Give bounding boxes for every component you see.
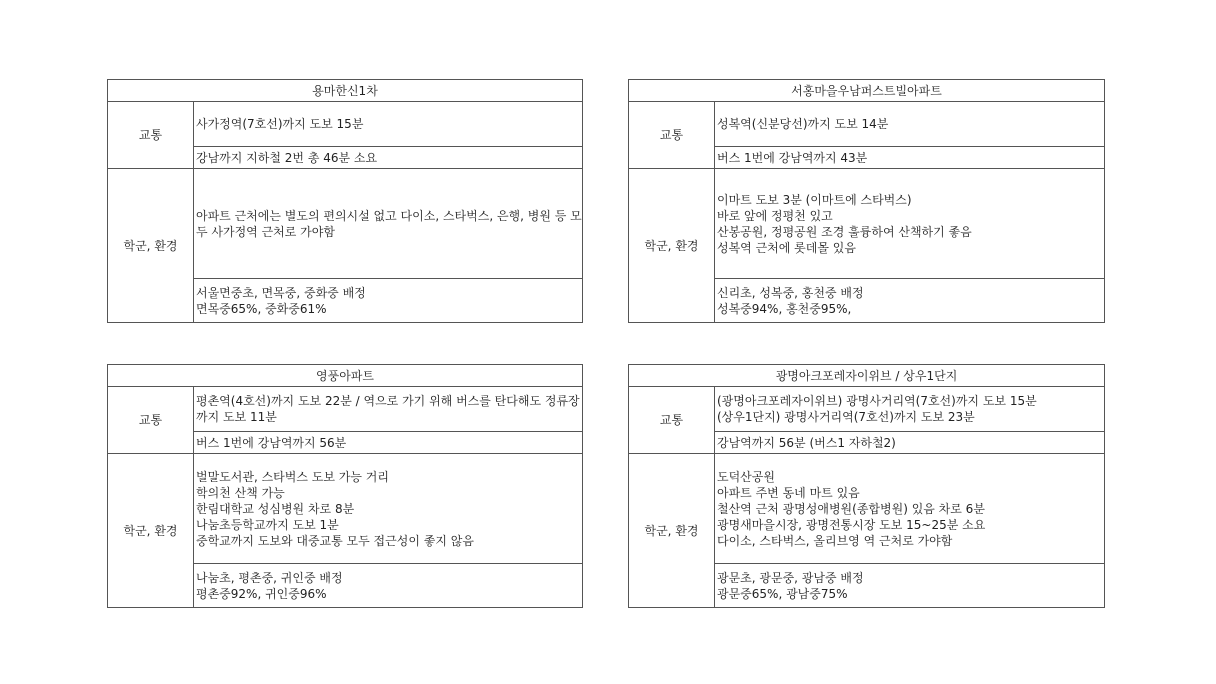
schools-line: 광문중65%, 광남중75% (717, 586, 848, 601)
transport-cell (194, 102, 583, 147)
transport-cell (194, 147, 583, 169)
transport-line: 사가정역(7호선)까지 도보 15분 (196, 117, 364, 131)
transport-line: 평촌역(4호선)까지 도보 22분 / 역으로 가기 위해 버스를 탄다해도 정류장까지 도보 11분 (196, 394, 580, 424)
environment-line: 도덕산공원 (717, 469, 775, 484)
card-title: 용마한신1차 (108, 80, 583, 102)
card-title: 영풍아파트 (108, 365, 583, 387)
transport-line: 버스 1번에 강남역까지 43분 (717, 150, 868, 165)
environment-line: 성복역 근처에 롯데몰 있음 (717, 240, 856, 255)
schools-line: 면목중65%, 중화중61% (196, 301, 327, 316)
transport-label: 교통 (108, 102, 194, 169)
schools-cell (715, 564, 1105, 608)
transport-label: 교통 (629, 102, 715, 169)
environment-line: 벌말도서관, 스타벅스 도보 가능 거리 (196, 469, 389, 484)
card-title: 광명아크포레자이위브 / 상우1단지 (629, 365, 1105, 387)
schools-line: 신리초, 성복중, 홍천중 배정 (717, 285, 864, 300)
environment-cell (715, 454, 1105, 564)
environment-line: 바로 앞에 정평천 있고 (717, 208, 833, 223)
transport-label: 교통 (108, 387, 194, 454)
schools-line: 성복중94%, 홍천중95%, (717, 301, 852, 316)
transport-cell (715, 102, 1105, 147)
env-label: 학군, 환경 (108, 169, 194, 323)
apartment-card (628, 364, 1105, 608)
environment-line: 중학교까지 도보와 대중교통 모두 접근성이 좋지 않음 (196, 533, 474, 548)
environment-line: 나눔초등학교까지 도보 1분 (196, 517, 339, 532)
environment-line: 다이소, 스타벅스, 올리브영 역 근처로 가야함 (717, 533, 953, 548)
apartment-card (107, 364, 583, 608)
transport-line: (광명아크포레자이위브) 광명사거리역(7호선)까지 도보 15분 (717, 394, 1037, 408)
transport-cell (715, 147, 1105, 169)
environment-line: 철산역 근처 광명성애병원(종합병원) 있음 차로 6분 (717, 501, 985, 516)
env-label: 학군, 환경 (629, 454, 715, 608)
transport-cell (715, 432, 1105, 454)
environment-line: 아파트 근처에는 별도의 편의시설 없고 다이소, 스타벅스, 은행, 병원 등 모두 사가정역 근처로 가야함 (196, 208, 582, 239)
schools-cell (194, 279, 583, 323)
schools-line: 평촌중92%, 귀인중96% (196, 586, 327, 601)
environment-line: 한림대학교 성심병원 차로 8분 (196, 501, 355, 516)
transport-line: 강남까지 지하철 2번 총 46분 소요 (196, 150, 378, 165)
environment-line: 이마트 도보 3분 (이마트에 스타벅스) (717, 192, 912, 207)
transport-line: (상우1단지) 광명사거리역(7호선)까지 도보 23분 (717, 410, 975, 424)
schools-line: 광문초, 광문중, 광남중 배정 (717, 570, 864, 585)
schools-line: 서울면중초, 면목중, 중화중 배정 (196, 285, 366, 300)
env-label: 학군, 환경 (629, 169, 715, 323)
schools-line: 나눔초, 평촌중, 귀인중 배정 (196, 570, 343, 585)
env-label: 학군, 환경 (108, 454, 194, 608)
transport-cell (715, 387, 1105, 432)
environment-line: 산봉공원, 정평공원 조경 훌륭하여 산책하기 좋음 (717, 224, 972, 239)
apartment-card (107, 79, 583, 323)
apartment-card (628, 79, 1105, 323)
transport-line: 버스 1번에 강남역까지 56분 (196, 435, 347, 450)
environment-line: 아파트 주변 동네 마트 있음 (717, 485, 860, 500)
environment-cell (194, 169, 583, 279)
transport-cell (194, 387, 583, 432)
transport-line: 강남역까지 56분 (버스1 자하철2) (717, 435, 896, 450)
transport-line: 성복역(신분당선)까지 도보 14분 (717, 117, 889, 131)
schools-cell (715, 279, 1105, 323)
card-title: 서홍마을우남퍼스트빌아파트 (629, 80, 1105, 102)
environment-line: 학의천 산책 가능 (196, 485, 285, 500)
transport-label: 교통 (629, 387, 715, 454)
transport-cell (194, 432, 583, 454)
environment-cell (715, 169, 1105, 279)
environment-cell (194, 454, 583, 564)
environment-line: 광명새마을시장, 광명전통시장 도보 15~25분 소요 (717, 517, 986, 532)
schools-cell (194, 564, 583, 608)
